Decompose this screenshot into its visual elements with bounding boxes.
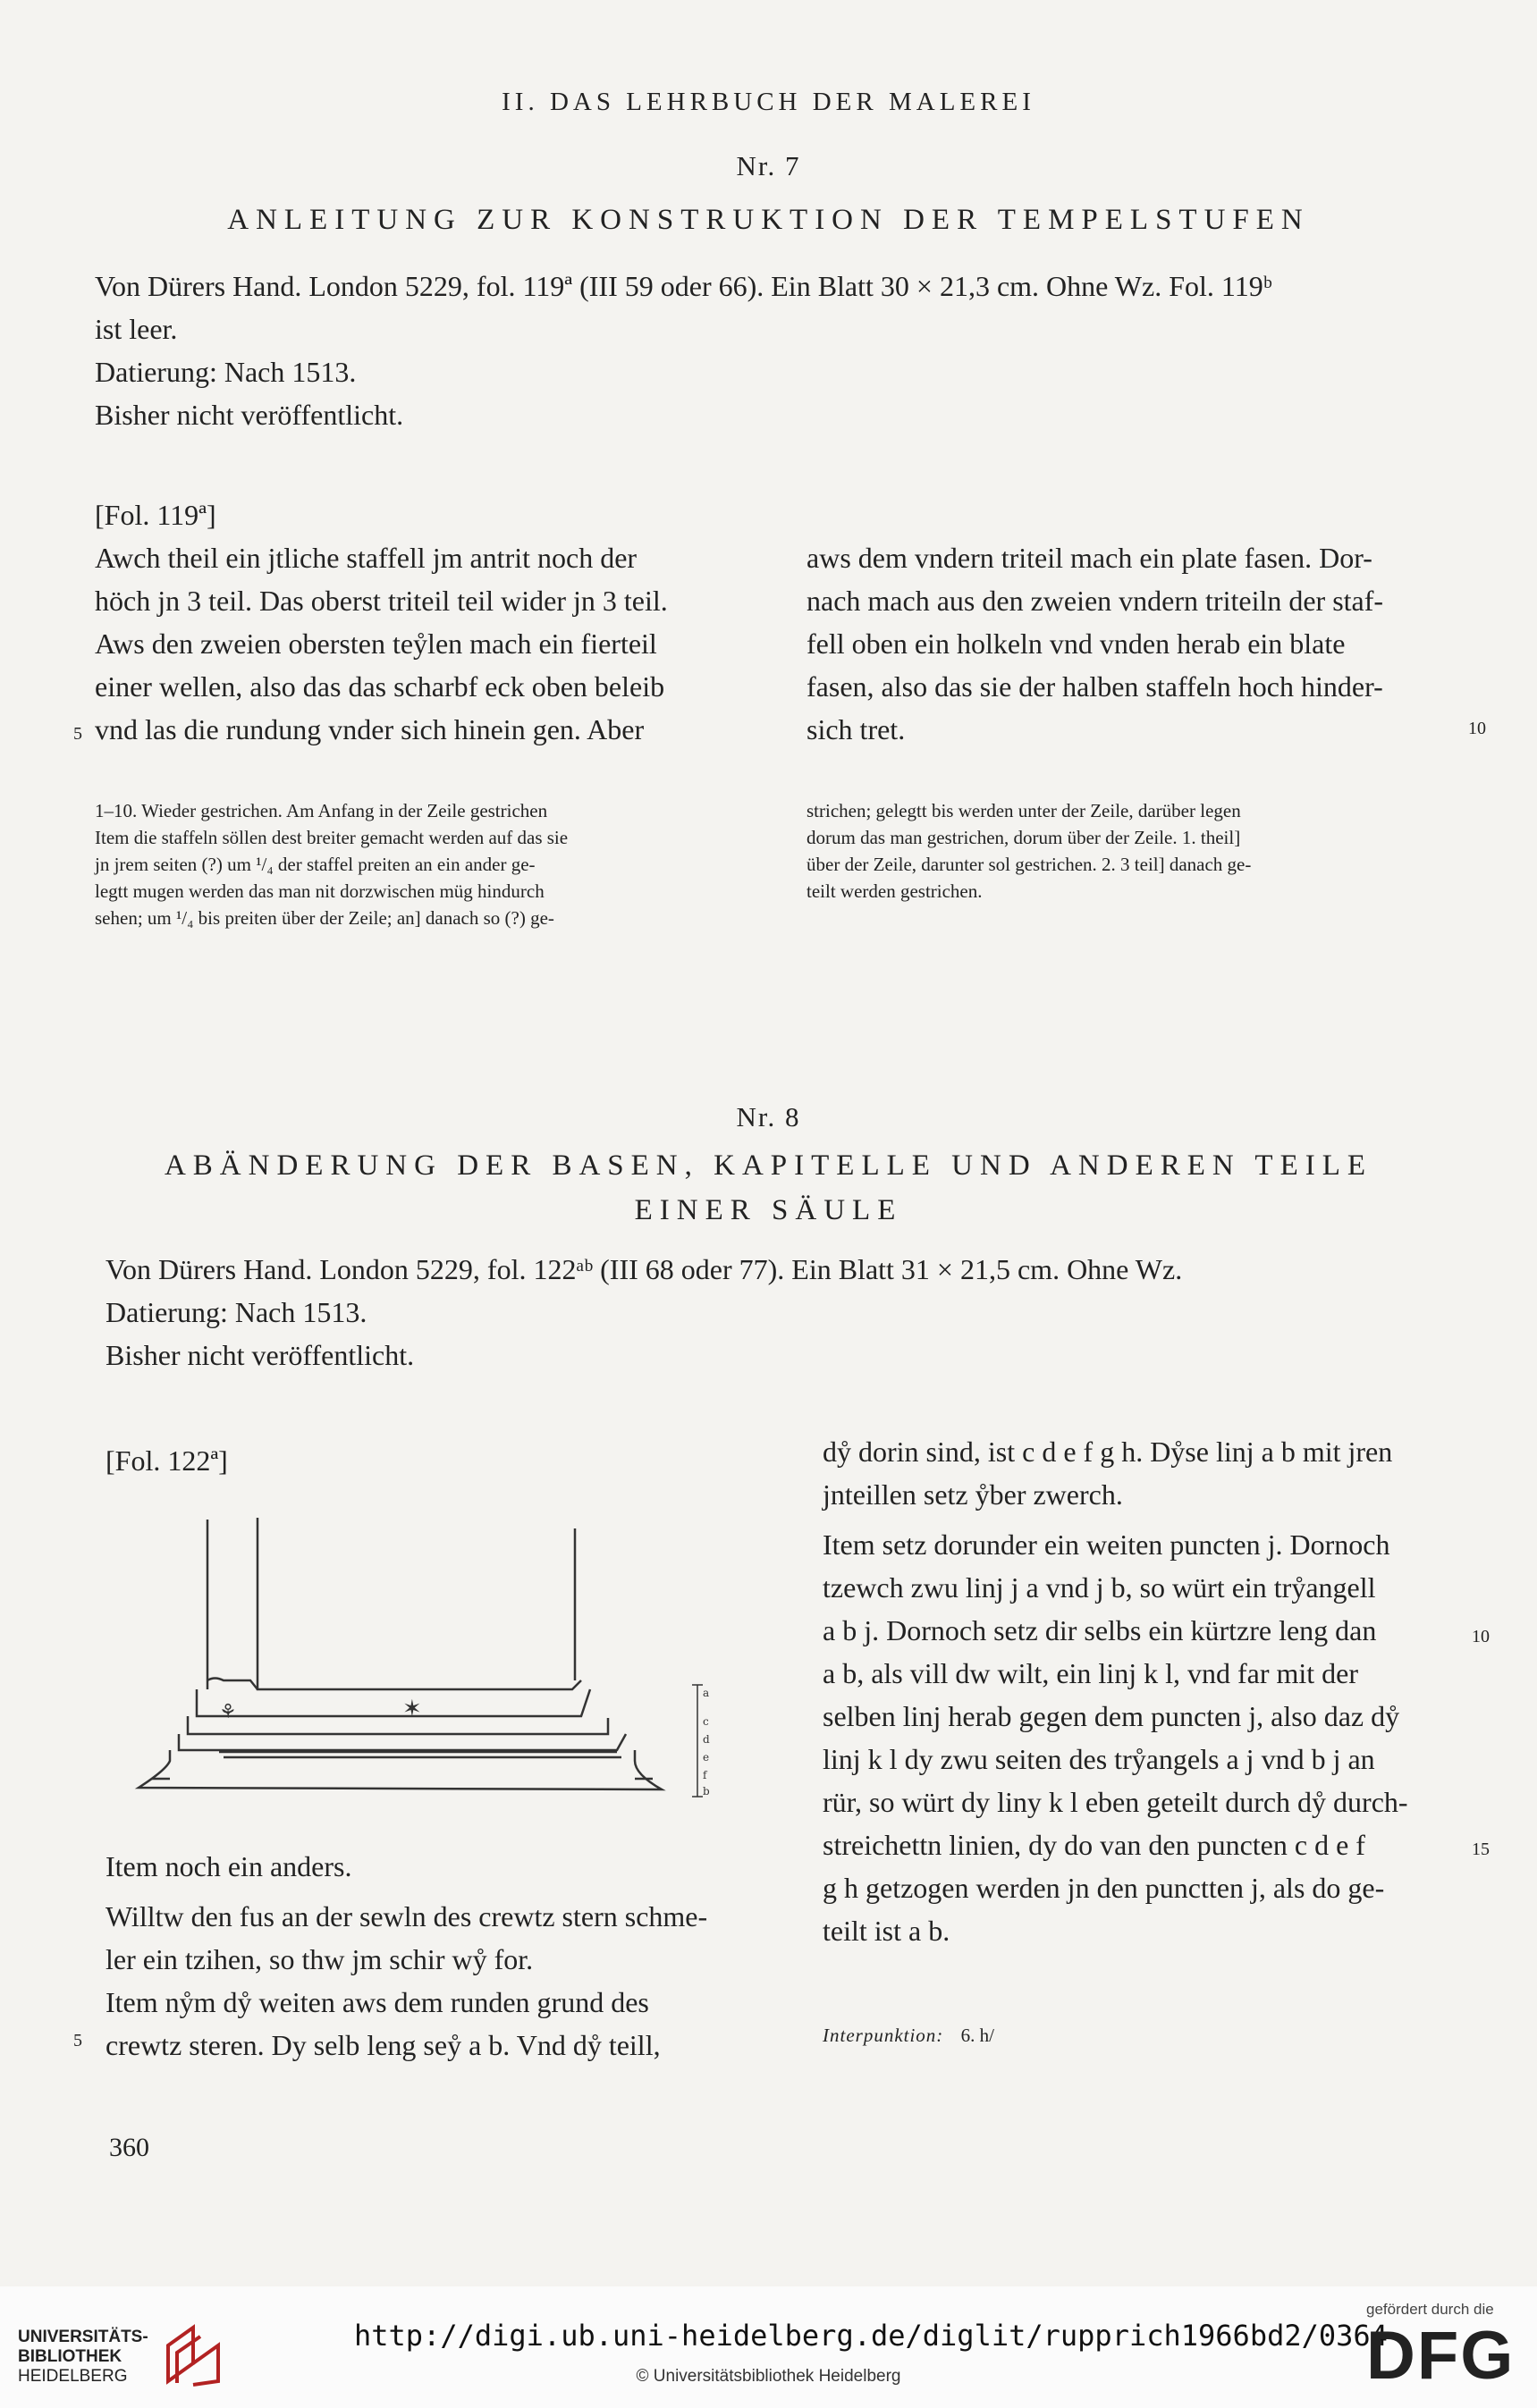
text-line: sich tret.	[807, 713, 906, 745]
dfg-logo: DFG	[1366, 2318, 1516, 2394]
apparatus-line: 1–10. Wieder gestrichen. Am Anfang in der Zeile gestrichen	[95, 800, 548, 821]
text-line: Willtw den fus an der sewln des crewtz stern schme-	[106, 1900, 708, 1932]
text-line: Item nẙm dẙ weiten aws dem runden grund des	[106, 1986, 649, 2018]
text-line: ler ein tzihen, so thw jm schir wẙ for.	[106, 1943, 534, 1975]
section-title-nr8-line1: ABÄNDERUNG DER BASEN, KAPITELLE UND ANDEREN TEILE	[164, 1149, 1373, 1182]
text-line: Awch theil ein jtliche staffell jm antrit noch der	[95, 542, 638, 574]
text-line: vnd las die rundung vnder sich hinein gen. Aber	[95, 713, 645, 745]
text-line: Aws den zweien obersten teẙlen mach ein fierteil	[95, 627, 657, 660]
library-line: BIBLIOTHEK	[18, 2347, 122, 2366]
line-number: 15	[1472, 1840, 1490, 1859]
section-number-nr8: Nr. 8	[736, 1101, 801, 1132]
text-column-right-nr7	[807, 536, 1459, 751]
star-ornament: ✶	[402, 1696, 422, 1722]
meta-block-nr8	[106, 1248, 1482, 1377]
svg-text:e: e	[703, 1751, 710, 1764]
text-line: a b, als vill dw wilt, ein linj k l, vnd far mit der	[823, 1657, 1359, 1689]
text-line: streichettn linien, dy do van den puncten c d e f	[823, 1829, 1365, 1861]
apparatus-line: strichen; gelegtt bis werden unter der Zeile, darüber legen	[807, 800, 1241, 821]
text-column-left-nr8	[106, 1845, 749, 2067]
text-column-right-nr8	[823, 1430, 1459, 1952]
text-line: fasen, also das sie der halben staffeln hoch hinder-	[807, 670, 1383, 703]
line-number: 5	[73, 724, 82, 744]
line-number: 10	[1468, 719, 1486, 738]
apparatus-text: 6. h/	[960, 2025, 994, 2046]
meta-line: Datierung: Nach 1513.	[95, 356, 357, 388]
text-line: tzewch zwu linj j a vnd j b, so würt ein trẙangell	[823, 1571, 1376, 1604]
text-line: linj k l dy zwu seiten des trẙangels a j vnd b j an	[823, 1743, 1375, 1775]
folio-label-nr7: [Fol. 119ª]	[95, 499, 216, 531]
meta-line: Bisher nicht veröffentlicht.	[95, 399, 404, 431]
footer-bar	[0, 2286, 1537, 2408]
apparatus-line: teilt werden gestrichen.	[807, 880, 983, 902]
column-base-drawing	[134, 1511, 724, 1832]
apparatus-line: sehen; um ¹/₄ bis preiten über der Zeile; an] danach so (?) ge-	[95, 907, 554, 929]
meta-block-nr7	[95, 265, 1472, 436]
meta-line: Von Dürers Hand. London 5229, fol. 122ᵃᵇ (III 68 oder 77). Ein Blatt 31 × 21,5 cm. Ohne Wz.	[106, 1253, 1183, 1285]
permalink-url[interactable]: http://digi.ub.uni-heidelberg.de/diglit/rupprich1966bd2/0364	[354, 2319, 1388, 2353]
meta-line: Bisher nicht veröffentlicht.	[106, 1339, 415, 1371]
meta-line: ist leer.	[95, 313, 178, 345]
text-line: a b j. Dornoch setz dir selbs ein kürtzre leng dan	[823, 1614, 1377, 1646]
text-line: jnteillen setz ẙber zwerch.	[823, 1478, 1123, 1511]
folio-label-nr8: [Fol. 122ª]	[106, 1444, 228, 1477]
section-title-nr7: ANLEITUNG ZUR KONSTRUKTION DER TEMPELSTUFEN	[227, 204, 1310, 236]
text-line: selben linj herab gegen dem puncten j, also daz dẙ	[823, 1700, 1400, 1732]
text-line: teilt ist a b.	[823, 1915, 950, 1947]
apparatus-right-nr7	[807, 797, 1459, 905]
library-line: UNIVERSITÄTS-	[18, 2328, 148, 2346]
text-line: rür, so würt dy liny k l eben geteilt durch dẙ durch-	[823, 1786, 1408, 1818]
library-line: HEIDELBERG	[18, 2367, 128, 2386]
text-line: fell oben ein holkeln vnd vnden herab ein blate	[807, 627, 1346, 660]
text-line: dẙ dorin sind, ist c d e f g h. Dẙse linj a b mit jren	[823, 1436, 1393, 1468]
svg-text:b: b	[703, 1785, 710, 1798]
apparatus-nr8	[823, 2022, 994, 2049]
text-line: g h getzogen werden jn den punctten j, als do ge-	[823, 1872, 1385, 1904]
svg-text:a: a	[703, 1687, 710, 1699]
text-column-left-nr7	[95, 536, 739, 751]
svg-text:c: c	[703, 1715, 709, 1728]
apparatus-line: dorum das man gestrichen, dorum über der Zeile. 1. theil]	[807, 827, 1241, 848]
text-line: Item noch ein anders.	[106, 1850, 352, 1882]
text-line: aws dem vndern triteil mach ein plate fasen. Dor-	[807, 542, 1372, 574]
svg-text:f: f	[703, 1769, 707, 1781]
section-number-nr7: Nr. 7	[736, 150, 801, 181]
line-number: 5	[73, 2031, 82, 2050]
apparatus-line: über der Zeile, darunter sol gestrichen. 2. 3 teil] danach ge-	[807, 854, 1252, 875]
text-line: crewtz steren. Dy selb leng seẙ a b. Vnd dẙ teill,	[106, 2029, 661, 2061]
apparatus-line: jn jrem seiten (?) um ¹/₄ der staffel preiten an ein ander ge-	[95, 854, 536, 875]
meta-line: Datierung: Nach 1513.	[106, 1296, 367, 1328]
apparatus-left-nr7	[95, 797, 756, 931]
knot-ornament: ⚘	[219, 1701, 237, 1723]
svg-text:d: d	[703, 1733, 710, 1746]
funding-label: gefördert durch die	[1366, 2301, 1494, 2318]
apparatus-line: Item die staffeln söllen dest breiter gemacht werden auf das sie	[95, 827, 569, 848]
text-line: nach mach aus den zweien vndern triteiln der staf-	[807, 585, 1384, 617]
running-header: II. DAS LEHRBUCH DER MALEREI	[502, 88, 1035, 116]
apparatus-label: Interpunktion:	[823, 2025, 944, 2046]
section-title-nr8-line2: EINER SÄULE	[634, 1194, 903, 1226]
apparatus-line: legtt mugen werden das man nit dorzwischen müg hindurch	[95, 880, 545, 902]
page-number: 360	[109, 2133, 149, 2162]
text-line: einer wellen, also das das scharbf eck oben beleib	[95, 670, 665, 703]
text-line: höch jn 3 teil. Das oberst triteil teil wider jn 3 teil.	[95, 585, 668, 617]
meta-line: Von Dürers Hand. London 5229, fol. 119ª (III 59 oder 66). Ein Blatt 30 × 21,3 cm. Ohne Wz. Fol. 119ᵇ	[95, 270, 1272, 302]
copyright-notice: © Universitätsbibliothek Heidelberg	[636, 2367, 901, 2386]
text-line: Item setz dorunder ein weiten puncten j. Dornoch	[823, 1528, 1390, 1561]
line-number: 10	[1472, 1627, 1490, 1646]
